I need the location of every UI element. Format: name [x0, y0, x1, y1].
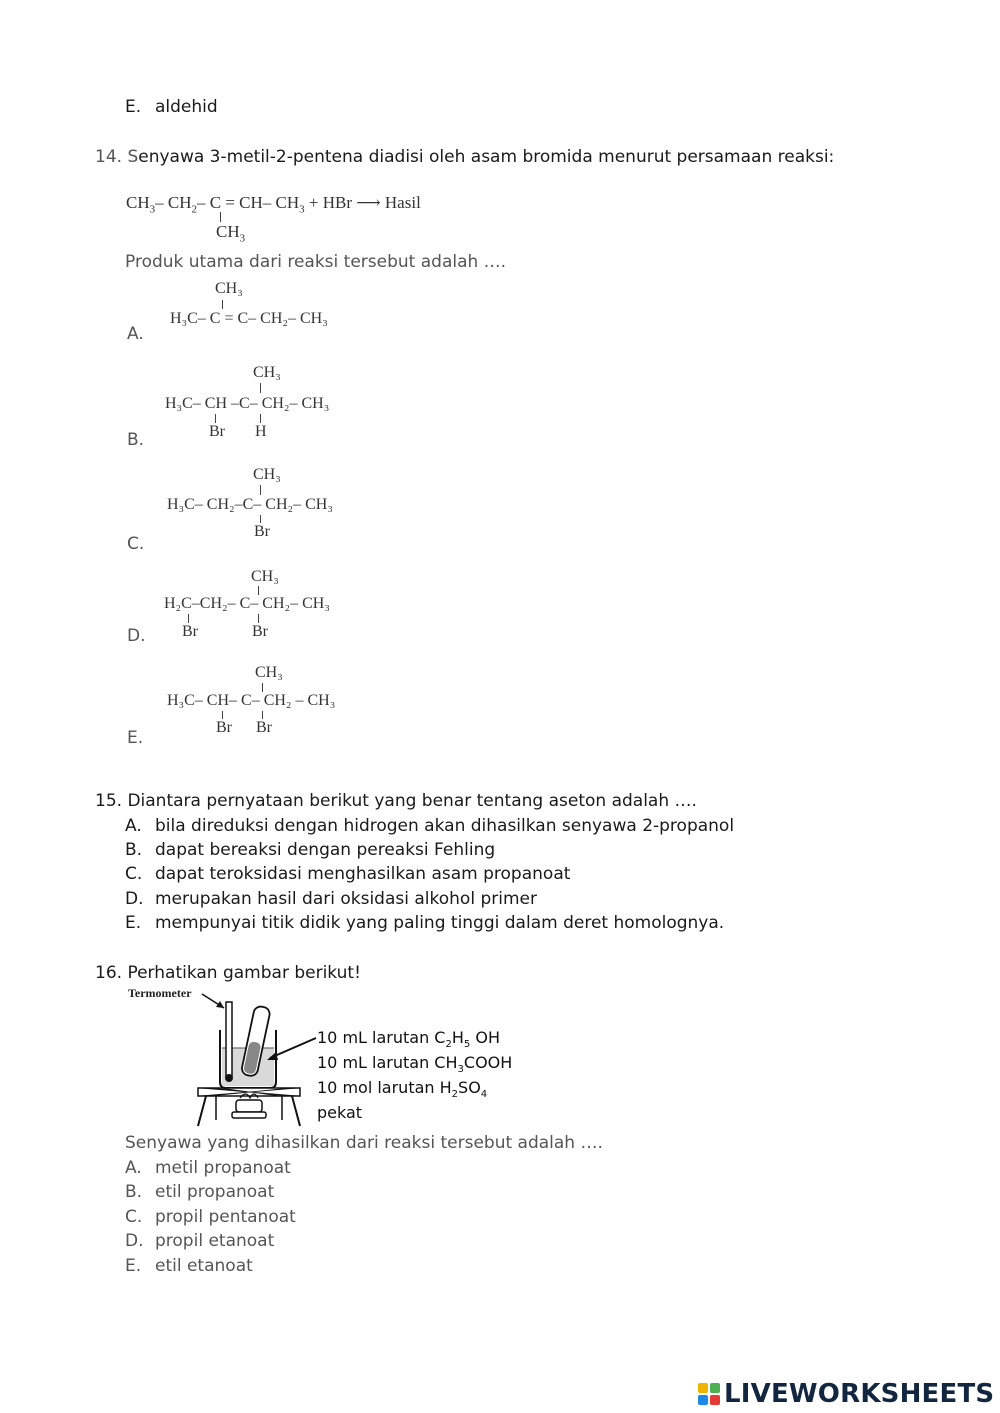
bond-line: [258, 586, 259, 595]
question-16-prompt: Senyawa yang dihasilkan dari reaksi tersebut adalah ….: [125, 1133, 603, 1153]
option-b-letter[interactable]: B.: [127, 430, 145, 450]
reagent-line-3: 10 mol larutan $H_2SO_4$: [317, 1078, 488, 1101]
option-d[interactable]: D. propil etanoat: [125, 1231, 275, 1251]
bond-line: [188, 614, 189, 623]
bond-line: [220, 212, 221, 222]
bond-line: [222, 711, 223, 719]
question-number: 15.: [95, 791, 123, 811]
bond-line: [258, 614, 259, 623]
reagent-line-2: 10 mL larutan $CH_3COOH$: [317, 1053, 513, 1076]
option-e[interactable]: E. etil etanoat: [125, 1256, 253, 1276]
reaction-equation: $CH_3-$ $CH_2-$ C = CH– $CH_3$ + HBr ⟶ Hasil: [126, 193, 421, 216]
option-d-br-left: Br: [182, 623, 198, 640]
question-15: [95, 790, 697, 812]
option-letter: E.: [125, 97, 142, 117]
option-c[interactable]: C. dapat teroksidasi menghasilkan asam propanoat: [125, 864, 571, 884]
reagent-line-4: pekat: [317, 1103, 363, 1122]
bond-line: [260, 414, 261, 423]
question-first-letter: S: [127, 147, 139, 167]
reagent-line-1: 10 mL larutan $C_2H_5$ OH: [317, 1028, 500, 1051]
option-c[interactable]: C. propil pentanoat: [125, 1207, 296, 1227]
option-e-br-right: Br: [256, 719, 272, 736]
option-e-aldehid[interactable]: [125, 96, 218, 118]
option-a-structure[interactable]: H₃C– C = C– CH₂– CH₃: [170, 310, 328, 327]
option-e-letter[interactable]: E.: [127, 728, 144, 748]
option-text: aldehid: [155, 97, 218, 117]
option-b[interactable]: B. dapat bereaksi dengan pereaksi Fehling: [125, 840, 496, 860]
option-a-top: CH₃: [215, 280, 243, 297]
option-e-structure[interactable]: H₃C– CH– C– CH₂ – CH₃: [167, 692, 336, 709]
option-c-structure[interactable]: H₃C– CH₂–C– CH₂– CH₃: [167, 496, 333, 513]
option-d-letter[interactable]: D.: [127, 626, 146, 646]
option-b-structure[interactable]: H₃C– CH –C– CH₂– CH₃: [165, 395, 330, 412]
reaction-branch: $CH_3$: [216, 222, 246, 245]
question-number: 16.: [95, 963, 123, 983]
question-number: 14.: [95, 147, 123, 167]
option-b-top: CH₃: [253, 364, 281, 381]
bond-line: [222, 300, 223, 309]
logo-text: LIVEWORKSHEETS: [724, 1379, 995, 1409]
option-d-top: CH₃: [251, 568, 279, 585]
thermometer-label: Termometer: [128, 986, 192, 1000]
option-a[interactable]: A. metil propanoat: [125, 1158, 291, 1178]
bond-line: [215, 414, 216, 423]
option-e-br-left: Br: [216, 719, 232, 736]
option-a[interactable]: A. bila direduksi dengan hidrogen akan dihasilkan senyawa 2-propanol: [125, 816, 735, 836]
question-text: Perhatikan gambar berikut!: [127, 963, 361, 983]
question-14-prompt: Produk utama dari reaksi tersebut adalah ….: [125, 252, 507, 272]
bond-line: [260, 515, 261, 523]
option-d-structure[interactable]: H₂C–CH₂– C– CH₂– CH₃: [164, 595, 330, 612]
lab-apparatus-figure: [120, 990, 320, 1130]
question-16: [95, 962, 361, 984]
question-14: [95, 146, 834, 168]
question-text: enyawa 3-metil-2-pentena diadisi oleh asam bromida menurut persamaan reaksi:: [138, 147, 835, 167]
option-e-top: CH₃: [255, 664, 283, 681]
liveworksheets-logo[interactable]: [698, 1379, 994, 1409]
bond-line: [262, 683, 263, 692]
option-c-letter[interactable]: C.: [127, 534, 145, 554]
option-c-br: Br: [254, 523, 270, 540]
option-b-h: H: [255, 423, 267, 440]
bond-line: [260, 383, 261, 393]
liveworksheets-mark-icon: [698, 1383, 720, 1405]
bond-line: [260, 485, 261, 495]
option-d-br-right: Br: [252, 623, 268, 640]
option-c-top: CH₃: [253, 466, 281, 483]
option-b-br: Br: [209, 423, 225, 440]
question-text: Diantara pernyataan berikut yang benar tentang aseton adalah ….: [127, 791, 697, 811]
bond-line: [262, 711, 263, 719]
option-a-letter[interactable]: A.: [127, 324, 144, 344]
option-e[interactable]: E. mempunyai titik didik yang paling tinggi dalam deret homolognya.: [125, 913, 725, 933]
option-d[interactable]: D. merupakan hasil dari oksidasi alkohol primer: [125, 889, 537, 909]
option-b[interactable]: B. etil propanoat: [125, 1182, 275, 1202]
